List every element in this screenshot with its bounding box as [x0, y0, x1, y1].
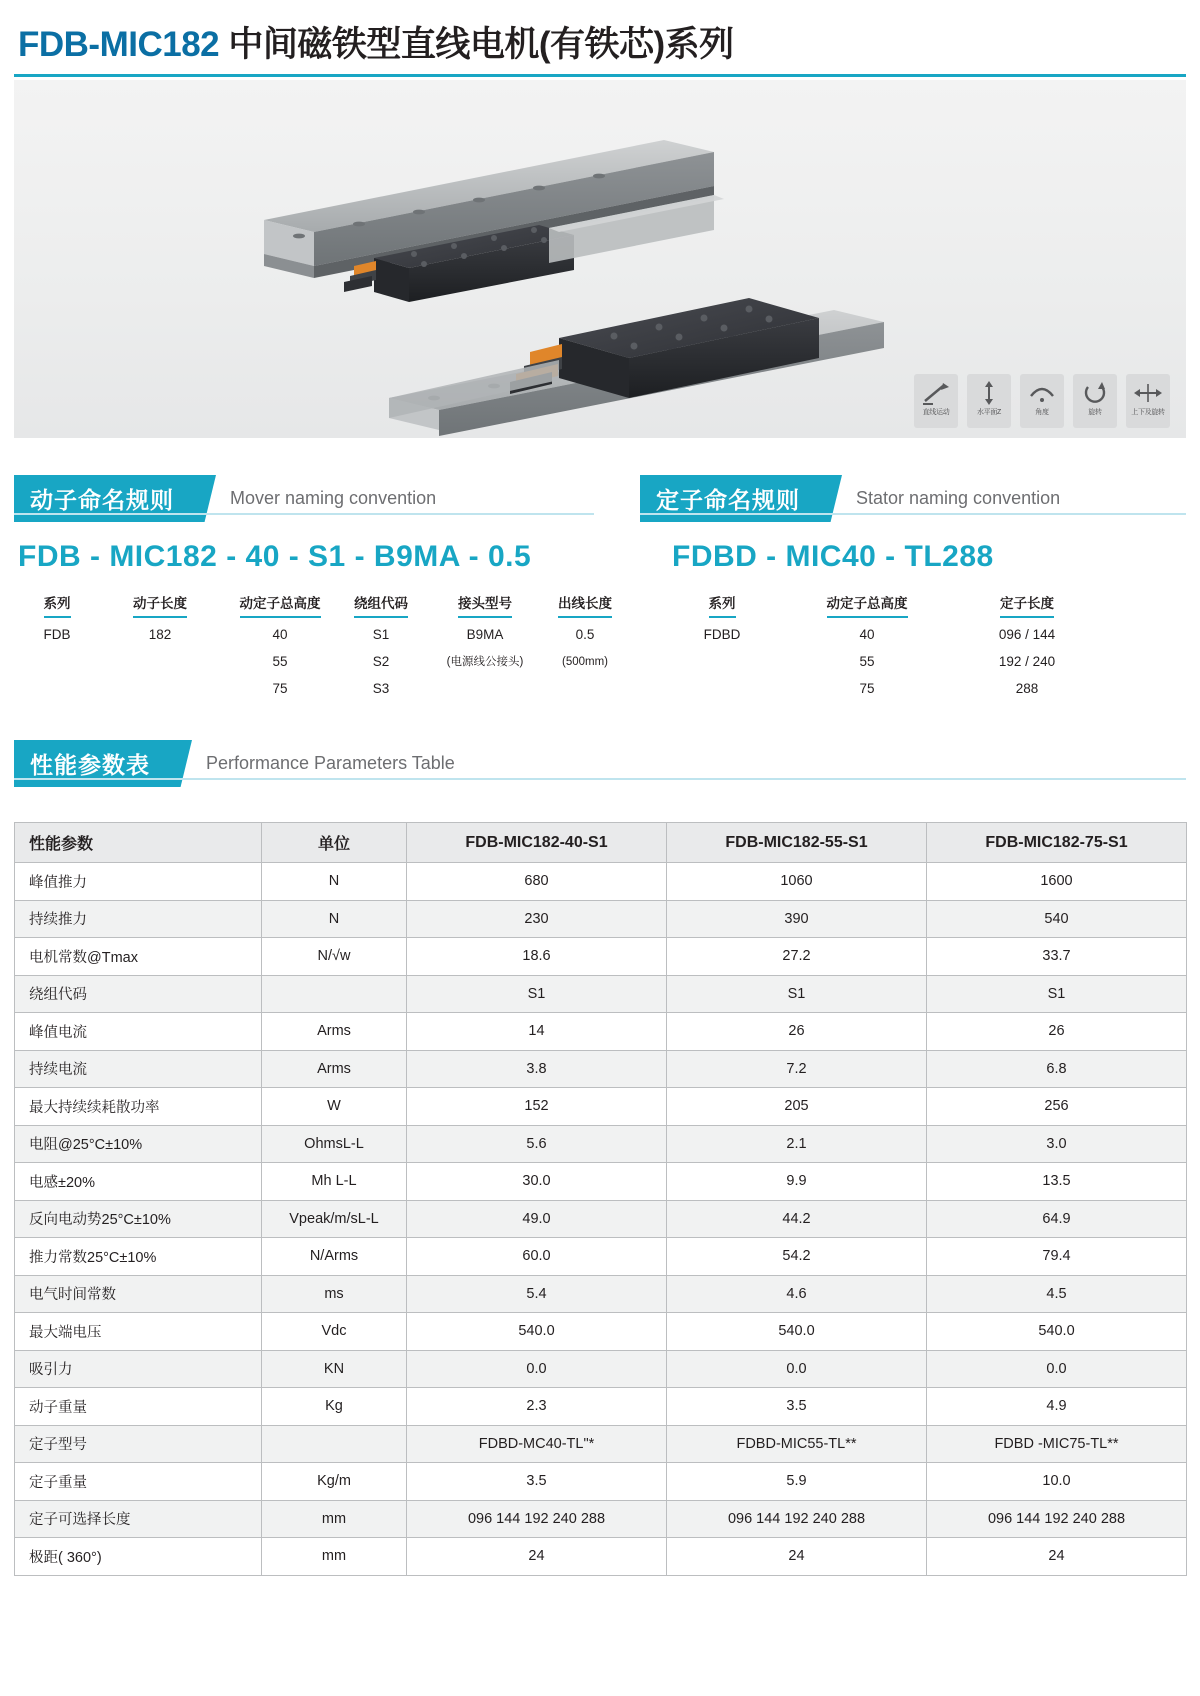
cell-value: 9.9 [667, 1163, 927, 1201]
cell-unit: mm [262, 1500, 407, 1538]
cell-value: 4.5 [927, 1275, 1187, 1313]
cell-unit: Kg [262, 1388, 407, 1426]
cell-unit: ms [262, 1275, 407, 1313]
col-header: 动定子总高度 [827, 592, 908, 618]
cell-value: 26 [927, 1013, 1187, 1051]
cell-unit: Arms [262, 1050, 407, 1088]
page-title [0, 17, 734, 67]
up-down-rotate-icon [1126, 374, 1170, 428]
cell-unit: Vdc [262, 1313, 407, 1351]
table-row [15, 1088, 1187, 1126]
col-header: 系列 [709, 592, 736, 618]
cell-value: 79.4 [927, 1238, 1187, 1276]
th-unit: 单位 [262, 823, 407, 863]
cell-param: 电气时间常数 [15, 1275, 262, 1313]
cell-param: 反向电动势25°C±10% [15, 1200, 262, 1238]
cell-value: 205 [667, 1088, 927, 1126]
mover-col-winding [340, 592, 422, 699]
up-down-rotate-glyph [1133, 378, 1163, 408]
col-value: S1 [372, 627, 390, 642]
cell-value: 0.0 [407, 1350, 667, 1388]
performance-underline [14, 778, 1186, 780]
table-row [15, 863, 1187, 901]
col-value: 0.5 [575, 627, 595, 642]
cell-value: 1060 [667, 863, 927, 901]
cell-param: 定子可选择长度 [15, 1500, 262, 1538]
cell-value: 3.5 [667, 1388, 927, 1426]
col-value: 182 [148, 627, 172, 642]
cell-value: 3.8 [407, 1050, 667, 1088]
cell-value: FDBD -MIC75-TL** [927, 1425, 1187, 1463]
table-row [15, 1463, 1187, 1501]
cell-unit [262, 1425, 407, 1463]
col-value: FDB [43, 627, 71, 642]
table-row [15, 1050, 1187, 1088]
cell-value: 54.2 [667, 1238, 927, 1276]
cell-value: 10.0 [927, 1463, 1187, 1501]
horizontal-z-glyph [974, 378, 1004, 408]
col-value: 40 [859, 627, 875, 642]
cell-param: 电机常数@Tmax [15, 938, 262, 976]
table-row [15, 900, 1187, 938]
motion-icon-strip [914, 374, 1170, 428]
mover-naming-tag-en: Mover naming convention [230, 488, 437, 508]
mover-naming-code: FDB - MIC182 - 40 - S1 - B9MA - 0.5 [18, 540, 532, 573]
stator-naming-tag-cn: 定子命名规则 [640, 475, 816, 522]
header-divider [14, 74, 1186, 77]
col-value: 75 [859, 681, 875, 696]
cell-unit: Arms [262, 1013, 407, 1051]
cell-value: 5.6 [407, 1125, 667, 1163]
table-row [15, 1238, 1187, 1276]
cell-param: 最大端电压 [15, 1313, 262, 1351]
cell-value: 3.0 [927, 1125, 1187, 1163]
table-row [15, 1275, 1187, 1313]
col-note: (电源线公接头) [446, 656, 524, 668]
th-model-55: FDB-MIC182-55-S1 [667, 823, 927, 863]
col-value: 096 / 144 [998, 627, 1056, 642]
col-value: 75 [272, 681, 288, 696]
cell-unit: N/Arms [262, 1238, 407, 1276]
cell-value: 4.9 [927, 1388, 1187, 1426]
cell-param: 动子重量 [15, 1388, 262, 1426]
mover-naming-tag-cn: 动子命名规则 [14, 475, 190, 522]
cell-value: 230 [407, 900, 667, 938]
table-row [15, 1425, 1187, 1463]
table-row [15, 975, 1187, 1013]
cell-unit: OhmsL-L [262, 1125, 407, 1163]
cell-param: 峰值推力 [15, 863, 262, 901]
cell-param: 定子重量 [15, 1463, 262, 1501]
cell-value: FDBD-MIC55-TL** [667, 1425, 927, 1463]
cell-value: 096 144 192 240 288 [407, 1500, 667, 1538]
performance-tag-en: Performance Parameters Table [206, 753, 455, 773]
cell-unit: N [262, 863, 407, 901]
cell-param: 电阻@25°C±10% [15, 1125, 262, 1163]
cell-value: S1 [927, 975, 1187, 1013]
cell-value: 152 [407, 1088, 667, 1126]
performance-parameters-table [14, 822, 1187, 1576]
stator-naming-block [672, 540, 1182, 704]
cell-param: 持续电流 [15, 1050, 262, 1088]
th-model-40: FDB-MIC182-40-S1 [407, 823, 667, 863]
stator-naming-tag-en: Stator naming convention [856, 488, 1061, 508]
col-value: 288 [1015, 681, 1039, 696]
cell-value: 60.0 [407, 1238, 667, 1276]
cell-value: 64.9 [927, 1200, 1187, 1238]
cell-value: 256 [927, 1088, 1187, 1126]
stator-naming-code: FDBD - MIC40 - TL288 [672, 540, 994, 573]
cell-value: S1 [407, 975, 667, 1013]
cell-value: FDBD-MC40-TL"* [407, 1425, 667, 1463]
cell-value: 540.0 [927, 1313, 1187, 1351]
col-note: (500mm) [561, 656, 608, 668]
cell-param: 电感±20% [15, 1163, 262, 1201]
page-title-cn: 中间磁铁型直线电机(有铁芯)系列 [228, 25, 734, 64]
cell-value: S1 [667, 975, 927, 1013]
col-value: B9MA [466, 627, 504, 642]
cell-value: 24 [927, 1538, 1187, 1576]
table-row [15, 1500, 1187, 1538]
table-row [15, 1538, 1187, 1576]
cell-value: 49.0 [407, 1200, 667, 1238]
cell-value: 1600 [927, 863, 1187, 901]
angle-icon [1020, 374, 1064, 428]
stator-naming-underline [640, 513, 1186, 515]
horizontal-z-icon [967, 374, 1011, 428]
cell-value: 18.6 [407, 938, 667, 976]
performance-tag-cn: 性能参数表 [14, 740, 166, 787]
cell-unit: N [262, 900, 407, 938]
icon-caption: 水平面Z [976, 409, 1002, 416]
icon-caption: 角度 [1035, 409, 1049, 416]
col-header: 系列 [44, 592, 71, 618]
col-header: 动定子总高度 [240, 592, 321, 618]
stator-col-height [812, 592, 922, 699]
page-header [0, 16, 1200, 68]
cell-value: 0.0 [667, 1350, 927, 1388]
mover-col-series [22, 592, 92, 645]
table-row [15, 938, 1187, 976]
cell-value: 2.1 [667, 1125, 927, 1163]
cell-param: 推力常数25°C±10% [15, 1238, 262, 1276]
col-value: 40 [272, 627, 288, 642]
cell-value: 30.0 [407, 1163, 667, 1201]
cell-value: 680 [407, 863, 667, 901]
cell-value: 3.5 [407, 1463, 667, 1501]
table-row [15, 1163, 1187, 1201]
linear-motion-glyph [921, 378, 951, 408]
cell-value: 33.7 [927, 938, 1187, 976]
col-header: 绕组代码 [354, 592, 408, 618]
col-value: 192 / 240 [998, 654, 1056, 669]
cell-param: 极距( 360°) [15, 1538, 262, 1576]
cell-param: 最大持续续耗散功率 [15, 1088, 262, 1126]
rotation-glyph [1080, 378, 1110, 408]
cell-param: 峰值电流 [15, 1013, 262, 1051]
col-header: 定子长度 [1000, 592, 1054, 618]
cell-value: 26 [667, 1013, 927, 1051]
table-row [15, 1388, 1187, 1426]
cell-unit: mm [262, 1538, 407, 1576]
cell-param: 绕组代码 [15, 975, 262, 1013]
cell-value: 2.3 [407, 1388, 667, 1426]
cell-value: 6.8 [927, 1050, 1187, 1088]
cell-value: 096 144 192 240 288 [927, 1500, 1187, 1538]
cell-param: 定子型号 [15, 1425, 262, 1463]
mover-col-height [226, 592, 334, 699]
th-param: 性能参数 [15, 823, 262, 863]
cell-value: 540.0 [667, 1313, 927, 1351]
col-header: 出线长度 [558, 592, 612, 618]
cell-value: 24 [667, 1538, 927, 1576]
cell-unit: Mh L-L [262, 1163, 407, 1201]
col-header: 接头型号 [458, 592, 512, 618]
stator-col-length [972, 592, 1082, 699]
cell-value: 44.2 [667, 1200, 927, 1238]
cell-unit: W [262, 1088, 407, 1126]
cell-value: 5.9 [667, 1463, 927, 1501]
cell-value: 540 [927, 900, 1187, 938]
table-header-row [15, 823, 1187, 863]
mover-naming-underline [14, 513, 594, 515]
cell-value: 0.0 [927, 1350, 1187, 1388]
table-row [15, 1125, 1187, 1163]
col-value: S2 [372, 654, 390, 669]
mover-col-length [110, 592, 210, 645]
product-photo [14, 80, 1186, 438]
icon-caption: 上下及旋转 [1131, 409, 1165, 416]
stator-col-series [682, 592, 762, 645]
cell-unit: Vpeak/m/sL-L [262, 1200, 407, 1238]
cell-value: 24 [407, 1538, 667, 1576]
page-title-model: FDB-MIC182 [18, 25, 220, 64]
cell-value: 14 [407, 1013, 667, 1051]
icon-caption: 直线运动 [922, 409, 950, 416]
table-row [15, 1200, 1187, 1238]
table-row [15, 1013, 1187, 1051]
col-header: 动子长度 [133, 592, 187, 618]
th-model-75: FDB-MIC182-75-S1 [927, 823, 1187, 863]
icon-caption: 旋转 [1088, 409, 1102, 416]
cell-param: 吸引力 [15, 1350, 262, 1388]
cell-value: 13.5 [927, 1163, 1187, 1201]
linear-motion-icon [914, 374, 958, 428]
cell-value: 5.4 [407, 1275, 667, 1313]
cell-unit: N/√w [262, 938, 407, 976]
col-value: FDBD [703, 627, 741, 642]
mover-col-cable-length [530, 592, 640, 672]
cell-value: 27.2 [667, 938, 927, 976]
col-value: 55 [272, 654, 288, 669]
table-row [15, 1313, 1187, 1351]
cell-param: 持续推力 [15, 900, 262, 938]
col-value: 55 [859, 654, 875, 669]
cell-value: 540.0 [407, 1313, 667, 1351]
mover-naming-block [18, 540, 618, 704]
cell-unit [262, 975, 407, 1013]
cell-value: 7.2 [667, 1050, 927, 1088]
cell-value: 4.6 [667, 1275, 927, 1313]
cell-unit: Kg/m [262, 1463, 407, 1501]
rotation-icon [1073, 374, 1117, 428]
col-value: S3 [372, 681, 390, 696]
cell-value: 390 [667, 900, 927, 938]
angle-glyph [1027, 378, 1057, 408]
table-row [15, 1350, 1187, 1388]
cell-unit: KN [262, 1350, 407, 1388]
cell-value: 096 144 192 240 288 [667, 1500, 927, 1538]
